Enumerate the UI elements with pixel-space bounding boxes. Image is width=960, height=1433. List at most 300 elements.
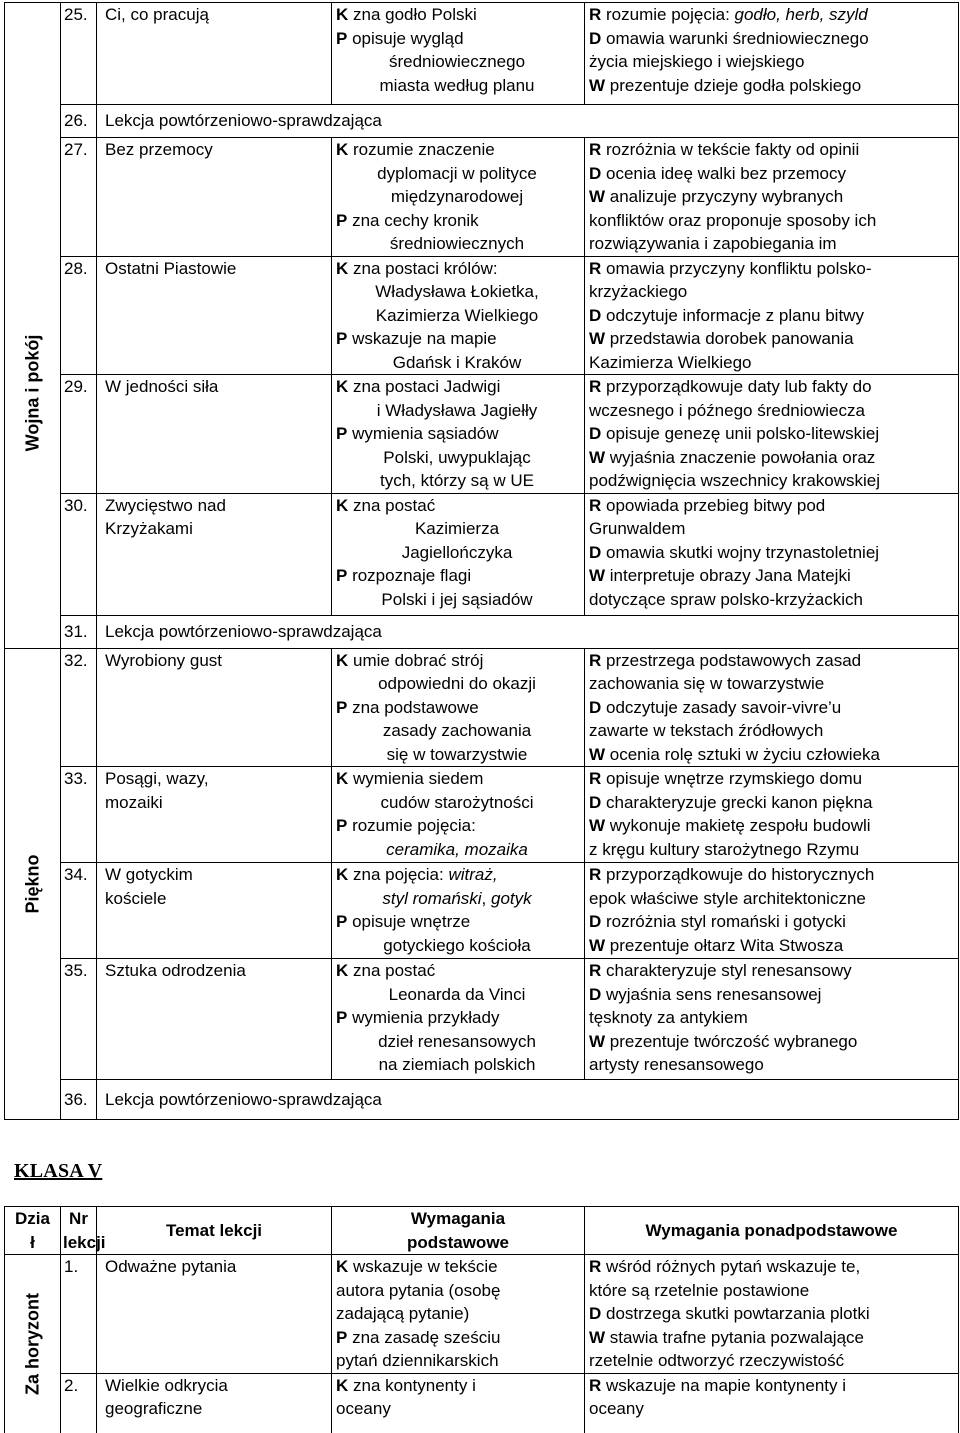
requirement-line	[336, 232, 578, 256]
lesson-number: 33.	[61, 767, 97, 863]
requirement-level-letter: D	[589, 164, 601, 183]
requirement-line	[336, 351, 578, 375]
lesson-number: 26.	[61, 105, 97, 138]
column-header-section: Dzia ł	[5, 1207, 61, 1255]
requirement-level-letter: D	[589, 1304, 601, 1323]
basic-requirements	[332, 863, 585, 959]
curriculum-table-upper	[4, 2, 959, 1120]
review-row	[5, 105, 959, 138]
requirement-line	[336, 1374, 580, 1398]
lesson-topic-line: Zwycięstwo nad	[105, 494, 327, 518]
extended-requirements	[585, 1255, 959, 1374]
requirement-text: przestrzega podstawowych zasad	[601, 651, 861, 670]
table-row	[5, 375, 959, 494]
requirement-text: średniowiecznego	[389, 52, 525, 71]
requirement-line	[589, 588, 954, 612]
requirement-text: Kazimierza Wielkiego	[376, 306, 539, 325]
requirement-line	[589, 327, 954, 351]
requirement-line	[336, 743, 578, 767]
requirement-line	[589, 814, 954, 838]
requirement-text: oceany	[336, 1399, 391, 1418]
lesson-topic-line: W jedności siła	[105, 375, 327, 399]
requirement-line	[336, 838, 578, 862]
requirement-level-letter: D	[589, 793, 601, 812]
requirement-text: się w towarzystwie	[387, 745, 528, 764]
requirement-text: ocenia ideę walki bez przemocy	[601, 164, 846, 183]
lesson-topic	[97, 767, 332, 863]
requirement-text: cudów starożytności	[380, 793, 533, 812]
requirement-level-letter: K	[336, 377, 348, 396]
requirement-text: gotyckiego kościoła	[383, 936, 530, 955]
requirement-text: stawia trafne pytania pozwalające	[605, 1328, 864, 1347]
requirement-line	[589, 863, 954, 887]
requirement-text: wymienia sąsiadów	[347, 424, 498, 443]
table-row	[5, 1255, 959, 1374]
lesson-topic-line: Ci, co pracują	[105, 3, 327, 27]
column-header-lesson-number: Nr lekcji	[61, 1207, 97, 1255]
requirement-text: wyjaśnia sens renesansowej	[601, 985, 821, 1004]
requirement-level-letter: P	[336, 329, 347, 348]
requirement-text: zachowania się w towarzystwie	[589, 674, 824, 693]
requirement-text: charakteryzuje grecki kanon piękna	[601, 793, 872, 812]
requirement-text: autora pytania (osobę	[336, 1281, 500, 1300]
requirement-text: rozróżnia w tekście fakty od opinii	[601, 140, 859, 159]
requirement-text: zawarte w tekstach źródłowych	[589, 721, 823, 740]
requirement-line	[336, 541, 578, 565]
requirement-text: pytań dziennikarskich	[336, 1351, 499, 1370]
requirement-text: ,	[482, 889, 491, 908]
requirement-line	[589, 743, 954, 767]
requirement-text: i Władysława Jagiełły	[377, 401, 538, 420]
requirement-line	[589, 1326, 954, 1350]
requirement-text: Polski, uwypuklając	[383, 448, 530, 467]
requirement-level-letter: D	[589, 698, 601, 717]
requirement-line	[336, 910, 578, 934]
requirement-text: zna postaci Jadwigi	[348, 377, 500, 396]
column-header-basic: Wymagania podstawowe	[332, 1207, 585, 1255]
requirement-text: Polski i jej sąsiadów	[381, 590, 532, 609]
requirement-text: prezentuje ołtarz Wita Stwosza	[605, 936, 843, 955]
requirement-line	[589, 541, 954, 565]
lesson-number: 1.	[61, 1255, 97, 1374]
requirement-line	[589, 983, 954, 1007]
requirement-level-letter: W	[589, 816, 605, 835]
lesson-topic-line: Odważne pytania	[105, 1255, 327, 1279]
section-label-beauty: Piękno	[21, 854, 45, 913]
requirement-line	[336, 863, 578, 887]
requirement-level-letter: D	[589, 543, 601, 562]
requirement-text: z kręgu kultury starożytnego Rzymu	[589, 840, 859, 859]
requirement-text: dostrzega skutki powtarzania plotki	[601, 1304, 869, 1323]
requirement-text: Kazimierza	[415, 519, 499, 538]
requirement-line	[336, 209, 578, 233]
lesson-number: 34.	[61, 863, 97, 959]
requirement-level-letter: R	[589, 140, 601, 159]
table-row	[5, 648, 959, 767]
requirement-text: analizuje przyczyny wybranych	[605, 187, 843, 206]
requirement-text: wskazuje w tekście	[348, 1257, 497, 1276]
requirement-text: wykonuje makietę zespołu budowli	[605, 816, 871, 835]
requirement-line	[336, 138, 578, 162]
requirement-text: charakteryzuje styl renesansowy	[601, 961, 851, 980]
requirement-level-letter: W	[589, 1328, 605, 1347]
requirement-line	[336, 1255, 580, 1279]
lesson-topic-line: Wyrobiony gust	[105, 649, 327, 673]
requirement-level-letter: R	[589, 769, 601, 788]
table-row	[5, 256, 959, 375]
requirement-level-letter: R	[589, 259, 601, 278]
requirement-text: opowiada przebieg bitwy pod	[601, 496, 825, 515]
requirement-line	[336, 1053, 578, 1077]
requirement-text: tych, którzy są w UE	[380, 471, 534, 490]
requirement-level-letter: R	[589, 377, 601, 396]
requirement-text: przyporządkowuje do historycznych	[601, 865, 874, 884]
requirement-line	[589, 1302, 954, 1326]
lesson-topic-line: Posągi, wazy,	[105, 767, 327, 791]
requirement-line	[589, 1349, 954, 1373]
requirement-line	[336, 422, 578, 446]
requirement-level-letter: W	[589, 936, 605, 955]
requirement-level-letter: D	[589, 424, 601, 443]
requirement-text: odczytuje informacje z planu bitwy	[601, 306, 864, 325]
requirement-text: rozumie znaczenie	[348, 140, 494, 159]
requirement-level-letter: K	[336, 961, 348, 980]
extended-requirements	[585, 3, 959, 105]
basic-requirements	[332, 1255, 585, 1374]
requirement-line	[336, 3, 578, 27]
requirement-line	[589, 351, 954, 375]
requirement-line	[589, 257, 954, 281]
requirement-line	[589, 185, 954, 209]
requirement-level-letter: R	[589, 961, 601, 980]
requirement-level-letter: R	[589, 1376, 601, 1395]
requirement-level-letter: W	[589, 1032, 605, 1051]
requirement-text: tęsknoty za antykiem	[589, 1008, 748, 1027]
requirement-level-letter: W	[589, 329, 605, 348]
requirement-text: rozwiązywania i zapobiegania im	[589, 234, 837, 253]
requirement-text: opisuje wnętrze	[347, 912, 470, 931]
section-label-horizon: Za horyzont	[21, 1293, 45, 1395]
requirement-text: rozróżnia styl romański i gotycki	[601, 912, 846, 931]
requirement-line	[589, 27, 954, 51]
requirement-line	[336, 327, 578, 351]
requirement-line	[336, 494, 578, 518]
requirement-text: zna postać	[348, 961, 435, 980]
requirement-line	[336, 185, 578, 209]
requirement-line	[589, 494, 954, 518]
extended-requirements	[585, 375, 959, 494]
requirement-line	[336, 375, 578, 399]
requirement-level-letter: D	[589, 29, 601, 48]
requirement-text: zasady zachowania	[383, 721, 531, 740]
review-lesson-label: Lekcja powtórzeniowo-sprawdzająca	[97, 105, 959, 138]
requirement-line	[589, 887, 954, 911]
requirement-text: międzynarodowej	[391, 187, 523, 206]
requirement-line	[589, 50, 954, 74]
basic-requirements	[332, 648, 585, 767]
review-lesson-label: Lekcja powtórzeniowo-sprawdzająca	[97, 615, 959, 648]
extended-requirements	[585, 256, 959, 375]
requirement-text: umie dobrać strój	[348, 651, 483, 670]
requirement-line	[589, 1053, 954, 1077]
requirement-line	[589, 3, 954, 27]
requirement-text: przyporządkowuje daty lub fakty do	[601, 377, 871, 396]
requirement-line	[589, 446, 954, 470]
lesson-topic	[97, 3, 332, 105]
requirement-line	[589, 719, 954, 743]
requirement-line	[336, 814, 578, 838]
lesson-number: 36.	[61, 1080, 97, 1120]
requirement-text: epok właściwe style architektoniczne	[589, 889, 866, 908]
requirement-level-letter: K	[336, 140, 348, 159]
requirement-line	[336, 1326, 580, 1350]
requirement-line	[589, 649, 954, 673]
requirement-line	[336, 1030, 578, 1054]
requirement-level-letter: W	[589, 745, 605, 764]
requirement-line	[336, 696, 578, 720]
requirement-line	[336, 74, 578, 98]
extended-requirements	[585, 959, 959, 1080]
requirement-line	[589, 1030, 954, 1054]
requirement-text: zna podstawowe	[347, 698, 478, 717]
requirement-line	[336, 399, 578, 423]
requirement-term: ceramika, mozaika	[386, 840, 528, 859]
requirement-line	[589, 696, 954, 720]
requirement-line	[336, 257, 578, 281]
requirement-text: zna postaci królów:	[348, 259, 497, 278]
requirement-level-letter: W	[589, 187, 605, 206]
requirement-text: wymienia przykłady	[347, 1008, 499, 1027]
section-label-war-and-peace: Wojna i pokój	[21, 334, 45, 451]
requirement-text: zna pojęcia:	[348, 865, 448, 884]
review-lesson-label: Lekcja powtórzeniowo-sprawdzająca	[97, 1080, 959, 1120]
requirement-line	[336, 767, 578, 791]
requirement-level-letter: K	[336, 496, 348, 515]
requirement-level-letter: P	[336, 566, 347, 585]
requirement-text: Władysława Łokietka,	[375, 282, 538, 301]
requirement-text: zna cechy kronik	[347, 211, 478, 230]
requirement-line	[589, 564, 954, 588]
review-row	[5, 615, 959, 648]
lesson-topic-line: geograficzne	[105, 1397, 327, 1421]
requirement-text: rzetelnie odtworzyć rzeczywistość	[589, 1351, 844, 1370]
basic-requirements	[332, 256, 585, 375]
table-row	[5, 959, 959, 1080]
lesson-number: 25.	[61, 3, 97, 105]
requirement-line	[336, 649, 578, 673]
requirement-text: Kazimierza Wielkiego	[589, 353, 752, 372]
section-label-cell	[5, 1255, 61, 1433]
requirement-text: Leonarda da Vinci	[389, 985, 526, 1004]
requirement-line	[589, 910, 954, 934]
requirement-line	[336, 672, 578, 696]
extended-requirements	[585, 493, 959, 615]
basic-requirements	[332, 375, 585, 494]
lesson-topic-line: kościele	[105, 887, 327, 911]
requirement-text: wskazuje na mapie kontynenty i	[601, 1376, 846, 1395]
requirement-line	[336, 564, 578, 588]
requirement-text: opisuje genezę unii polsko-litewskiej	[601, 424, 879, 443]
requirement-line	[589, 934, 954, 958]
requirement-line	[336, 1397, 580, 1421]
requirement-line	[336, 27, 578, 51]
requirement-line	[589, 74, 954, 98]
lesson-topic	[97, 256, 332, 375]
requirement-line	[336, 1279, 580, 1303]
requirement-line	[589, 422, 954, 446]
column-header-topic: Temat lekcji	[97, 1207, 332, 1255]
requirement-text: dotyczące spraw polsko-krzyżackich	[589, 590, 863, 609]
basic-requirements	[332, 767, 585, 863]
requirement-level-letter: P	[336, 211, 347, 230]
requirement-level-letter: R	[589, 1257, 601, 1276]
section-cell-continued	[5, 3, 61, 105]
requirement-level-letter: P	[336, 1328, 347, 1347]
requirement-line	[336, 934, 578, 958]
table-row	[5, 1373, 959, 1433]
requirement-line	[589, 469, 954, 493]
requirement-level-letter: P	[336, 424, 347, 443]
lesson-topic	[97, 138, 332, 257]
requirement-line	[589, 138, 954, 162]
lesson-topic	[97, 493, 332, 615]
requirement-line	[589, 1374, 954, 1398]
requirement-level-letter: K	[336, 5, 348, 24]
requirement-line	[589, 304, 954, 328]
requirement-level-letter: K	[336, 1376, 348, 1395]
requirement-text: zadającą pytanie)	[336, 1304, 469, 1323]
requirement-text: które są rzetelnie postawione	[589, 1281, 809, 1300]
requirement-text: opisuje wnętrze rzymskiego domu	[601, 769, 862, 788]
requirement-line	[589, 162, 954, 186]
requirement-line	[589, 838, 954, 862]
requirement-line	[336, 719, 578, 743]
requirement-text: omawia warunki średniowiecznego	[601, 29, 868, 48]
requirement-text: podźwignięcia wszechnicy krakowskiej	[589, 471, 880, 490]
requirement-line	[589, 791, 954, 815]
requirement-text: wyjaśnia znaczenie powołania oraz	[605, 448, 875, 467]
requirement-line	[336, 50, 578, 74]
lesson-number: 27.	[61, 138, 97, 257]
lesson-topic-line: Sztuka odrodzenia	[105, 959, 327, 983]
extended-requirements	[585, 648, 959, 767]
lesson-number: 30.	[61, 493, 97, 615]
requirement-line	[589, 1397, 954, 1421]
lesson-topic-line: Bez przemocy	[105, 138, 327, 162]
table-row	[5, 863, 959, 959]
requirement-text: miasta według planu	[380, 76, 535, 95]
requirement-text: przedstawia dorobek panowania	[605, 329, 854, 348]
lesson-number: 28.	[61, 256, 97, 375]
requirement-line	[336, 469, 578, 493]
requirement-text: na ziemiach polskich	[379, 1055, 536, 1074]
extended-requirements	[585, 1373, 959, 1433]
requirement-level-letter: R	[589, 865, 601, 884]
lesson-topic	[97, 648, 332, 767]
requirement-line	[336, 588, 578, 612]
requirement-text: wczesnego i późnego średniowiecza	[589, 401, 865, 420]
requirement-line	[336, 446, 578, 470]
requirement-line	[589, 1255, 954, 1279]
requirement-level-letter: W	[589, 566, 605, 585]
extended-requirements	[585, 138, 959, 257]
requirement-text: oceany	[589, 1399, 644, 1418]
requirement-text: omawia przyczyny konfliktu polsko-	[601, 259, 871, 278]
requirement-level-letter: K	[336, 1257, 348, 1276]
section-label-cell	[5, 648, 61, 1120]
basic-requirements	[332, 1373, 585, 1433]
lesson-number: 35.	[61, 959, 97, 1080]
requirement-text: rozumie pojęcia:	[347, 816, 476, 835]
requirement-term: gotyk	[491, 889, 532, 908]
table-row	[5, 767, 959, 863]
requirement-level-letter: D	[589, 306, 601, 325]
curriculum-table-lower	[4, 1206, 959, 1433]
requirement-text: wśród różnych pytań wskazuje te,	[601, 1257, 860, 1276]
basic-requirements	[332, 138, 585, 257]
requirement-text: odpowiedni do okazji	[378, 674, 536, 693]
lesson-topic-line: Ostatni Piastowie	[105, 257, 327, 281]
requirement-line	[336, 280, 578, 304]
requirement-text: zna postać	[348, 496, 435, 515]
lesson-topic-line: Wielkie odkrycia	[105, 1374, 327, 1398]
requirement-text: średniowiecznych	[390, 234, 524, 253]
requirement-text: Jagiellończyka	[402, 543, 513, 562]
requirement-line	[589, 209, 954, 233]
requirement-text: rozumie pojęcia:	[601, 5, 734, 24]
lesson-number: 32.	[61, 648, 97, 767]
requirement-text: zna godło Polski	[348, 5, 477, 24]
requirement-line	[589, 1279, 954, 1303]
lesson-number: 29.	[61, 375, 97, 494]
column-header-extended: Wymagania ponadpodstawowe	[585, 1207, 959, 1255]
requirement-text: życia miejskiego i wiejskiego	[589, 52, 804, 71]
requirement-text: Gdańsk i Kraków	[393, 353, 522, 372]
requirement-text: prezentuje dzieje godła polskiego	[605, 76, 861, 95]
requirement-text: artysty renesansowego	[589, 1055, 764, 1074]
requirement-level-letter: K	[336, 769, 348, 788]
requirement-text: interpretuje obrazy Jana Matejki	[605, 566, 851, 585]
lesson-topic	[97, 1255, 332, 1374]
basic-requirements	[332, 959, 585, 1080]
requirement-level-letter: R	[589, 651, 601, 670]
lesson-topic-line: mozaiki	[105, 791, 327, 815]
requirement-text: Grunwaldem	[589, 519, 685, 538]
extended-requirements	[585, 863, 959, 959]
requirement-line	[589, 232, 954, 256]
lesson-number: 31.	[61, 615, 97, 648]
requirement-line	[589, 399, 954, 423]
section-label-cell	[5, 138, 61, 649]
requirement-text: rozpoznaje flagi	[347, 566, 471, 585]
table-row	[5, 3, 959, 105]
requirement-text: wymienia siedem	[348, 769, 483, 788]
review-row	[5, 1080, 959, 1120]
lesson-topic	[97, 959, 332, 1080]
lesson-topic-line: W gotyckim	[105, 863, 327, 887]
requirement-line	[589, 280, 954, 304]
requirement-level-letter: K	[336, 865, 348, 884]
requirement-line	[336, 983, 578, 1007]
requirement-level-letter: P	[336, 912, 347, 931]
requirement-level-letter: W	[589, 76, 605, 95]
requirement-level-letter: D	[589, 912, 601, 931]
lesson-topic	[97, 863, 332, 959]
requirement-line	[589, 672, 954, 696]
table-row	[5, 493, 959, 615]
requirement-line	[336, 791, 578, 815]
requirement-line	[336, 959, 578, 983]
